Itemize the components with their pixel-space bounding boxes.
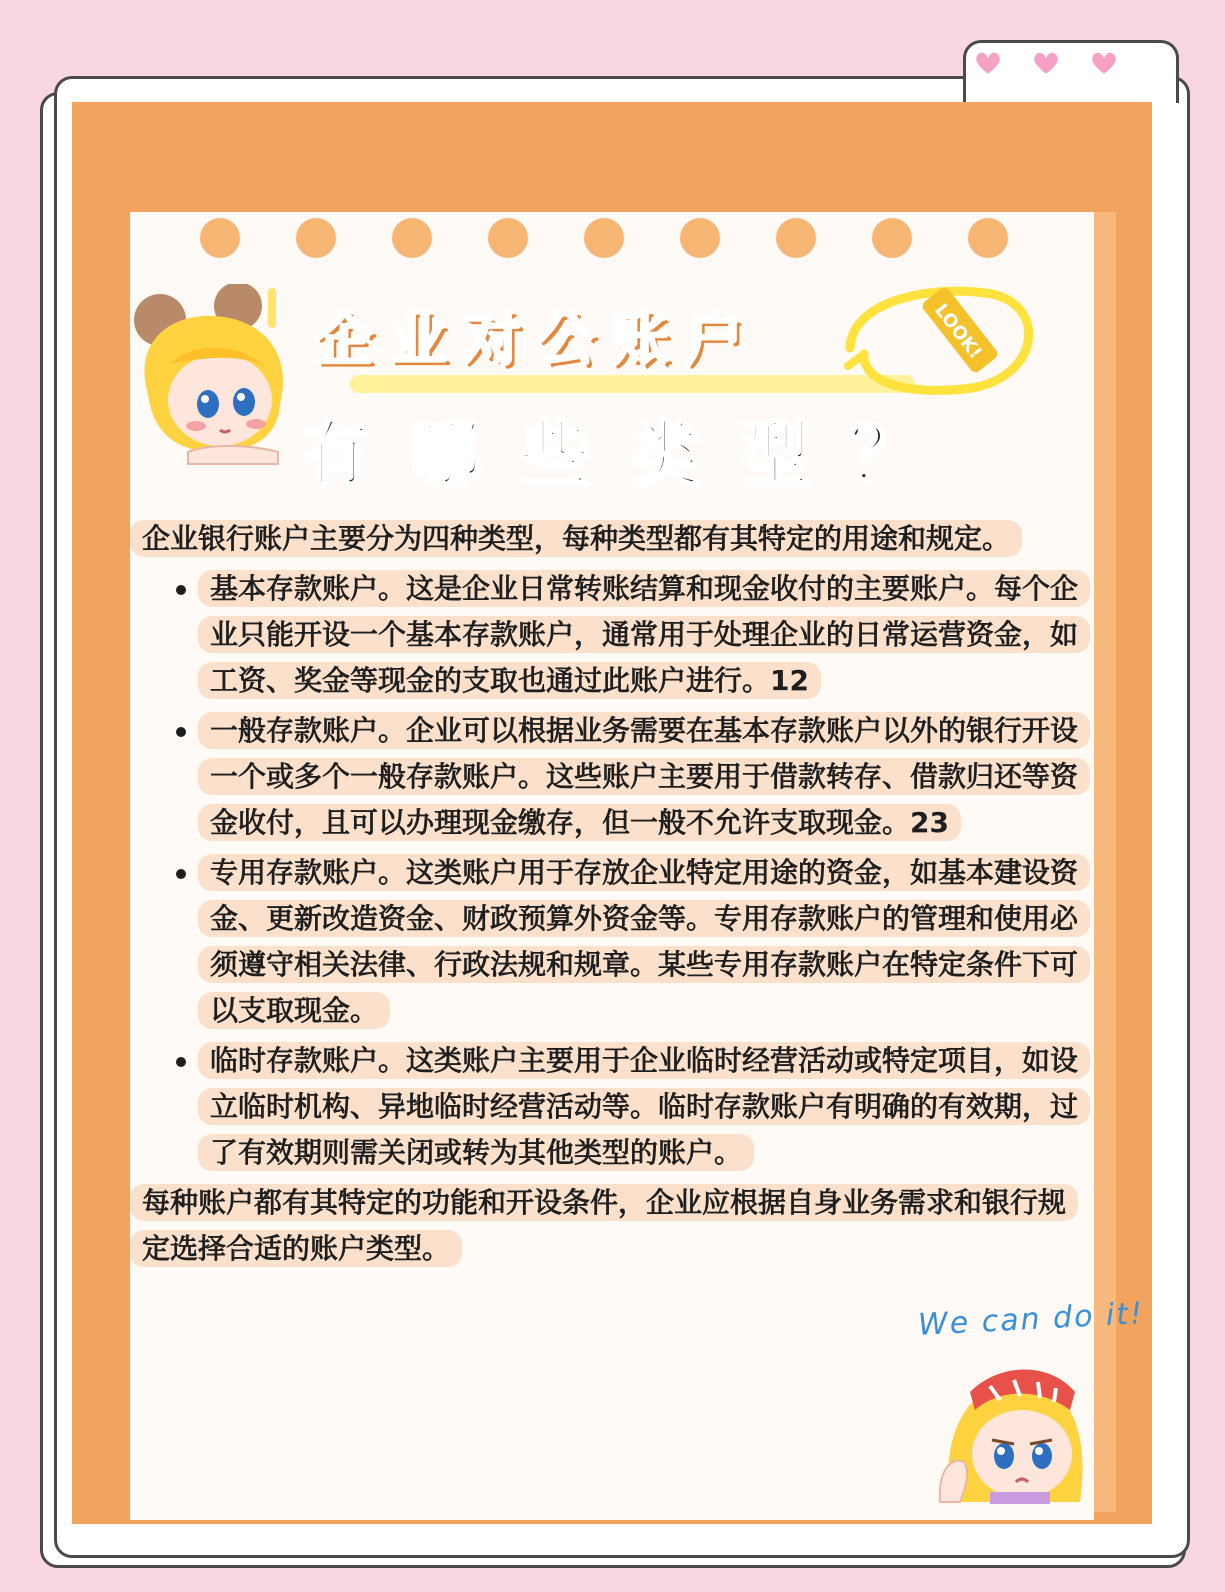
heart-icon bbox=[973, 50, 1003, 76]
conclusion-text: 每种账户都有其特定的功能和开设条件，企业应根据自身业务需求和银行规定选择合适的账户类型。 bbox=[130, 1184, 1078, 1267]
bullet-icon bbox=[176, 869, 186, 879]
title-line-1: 企业对公账户 bbox=[315, 305, 760, 373]
bullet-icon bbox=[176, 727, 186, 737]
heart-icon bbox=[1031, 50, 1061, 76]
decor-dot bbox=[296, 218, 336, 258]
account-type-list bbox=[130, 566, 1080, 1176]
list-item bbox=[170, 566, 1080, 704]
decor-dot bbox=[488, 218, 528, 258]
decor-dot bbox=[680, 218, 720, 258]
list-item bbox=[170, 1038, 1080, 1176]
conclusion-paragraph bbox=[130, 1180, 1080, 1272]
decor-dot bbox=[776, 218, 816, 258]
bullet-icon bbox=[176, 1057, 186, 1067]
list-item-text: 基本存款账户。这是企业日常转账结算和现金收付的主要账户。每个企业只能开设一个基本存款账户，通常用于处理企业的日常运营资金，如工资、奖金等现金的支取也通过此账户进行。12 bbox=[198, 570, 1090, 699]
heart-icon bbox=[1089, 50, 1119, 76]
decor-dot bbox=[584, 218, 624, 258]
intro-text: 企业银行账户主要分为四种类型，每种类型都有其特定的用途和规定。 bbox=[130, 520, 1022, 557]
title-highlighter bbox=[350, 375, 915, 393]
look-sticker bbox=[842, 280, 1042, 400]
list-item-text: 临时存款账户。这类账户主要用于企业临时经营活动或特定项目，如设立临时机构、异地临时经营活动等。临时存款账户有明确的有效期，过了有效期则需关闭或转为其他类型的账户。 bbox=[198, 1042, 1090, 1171]
list-item bbox=[170, 708, 1080, 846]
decor-dot bbox=[872, 218, 912, 258]
article-body bbox=[130, 516, 1080, 1276]
look-label: LOOK! bbox=[930, 300, 986, 364]
title-line-2: 有哪些类型？ bbox=[300, 413, 960, 495]
dot-row bbox=[200, 218, 1030, 258]
slogan-text: We can do it! bbox=[917, 1296, 1145, 1343]
list-item bbox=[170, 850, 1080, 1034]
intro-paragraph bbox=[130, 516, 1080, 562]
decor-dot bbox=[968, 218, 1008, 258]
decor-dot bbox=[200, 218, 240, 258]
cheering-girl-character bbox=[930, 1352, 1090, 1504]
list-item-text: 一般存款账户。企业可以根据业务需要在基本存款账户以外的银行开设一个或多个一般存款账户。这些账户主要用于借款转存、借款归还等资金收付，且可以办理现金缴存，但一般不允许支取现金。23 bbox=[198, 712, 1090, 841]
girl-character bbox=[128, 284, 308, 474]
list-item-text: 专用存款账户。这类账户用于存放企业特定用途的资金，如基本建设资金、更新改造资金、财政预算外资金等。专用存款账户的管理和使用必须遵守相关法律、行政法规和规章。某些专用存款账户在特定条件下可以支取现金。 bbox=[198, 854, 1090, 1029]
decor-dot bbox=[392, 218, 432, 258]
bullet-icon bbox=[176, 585, 186, 595]
